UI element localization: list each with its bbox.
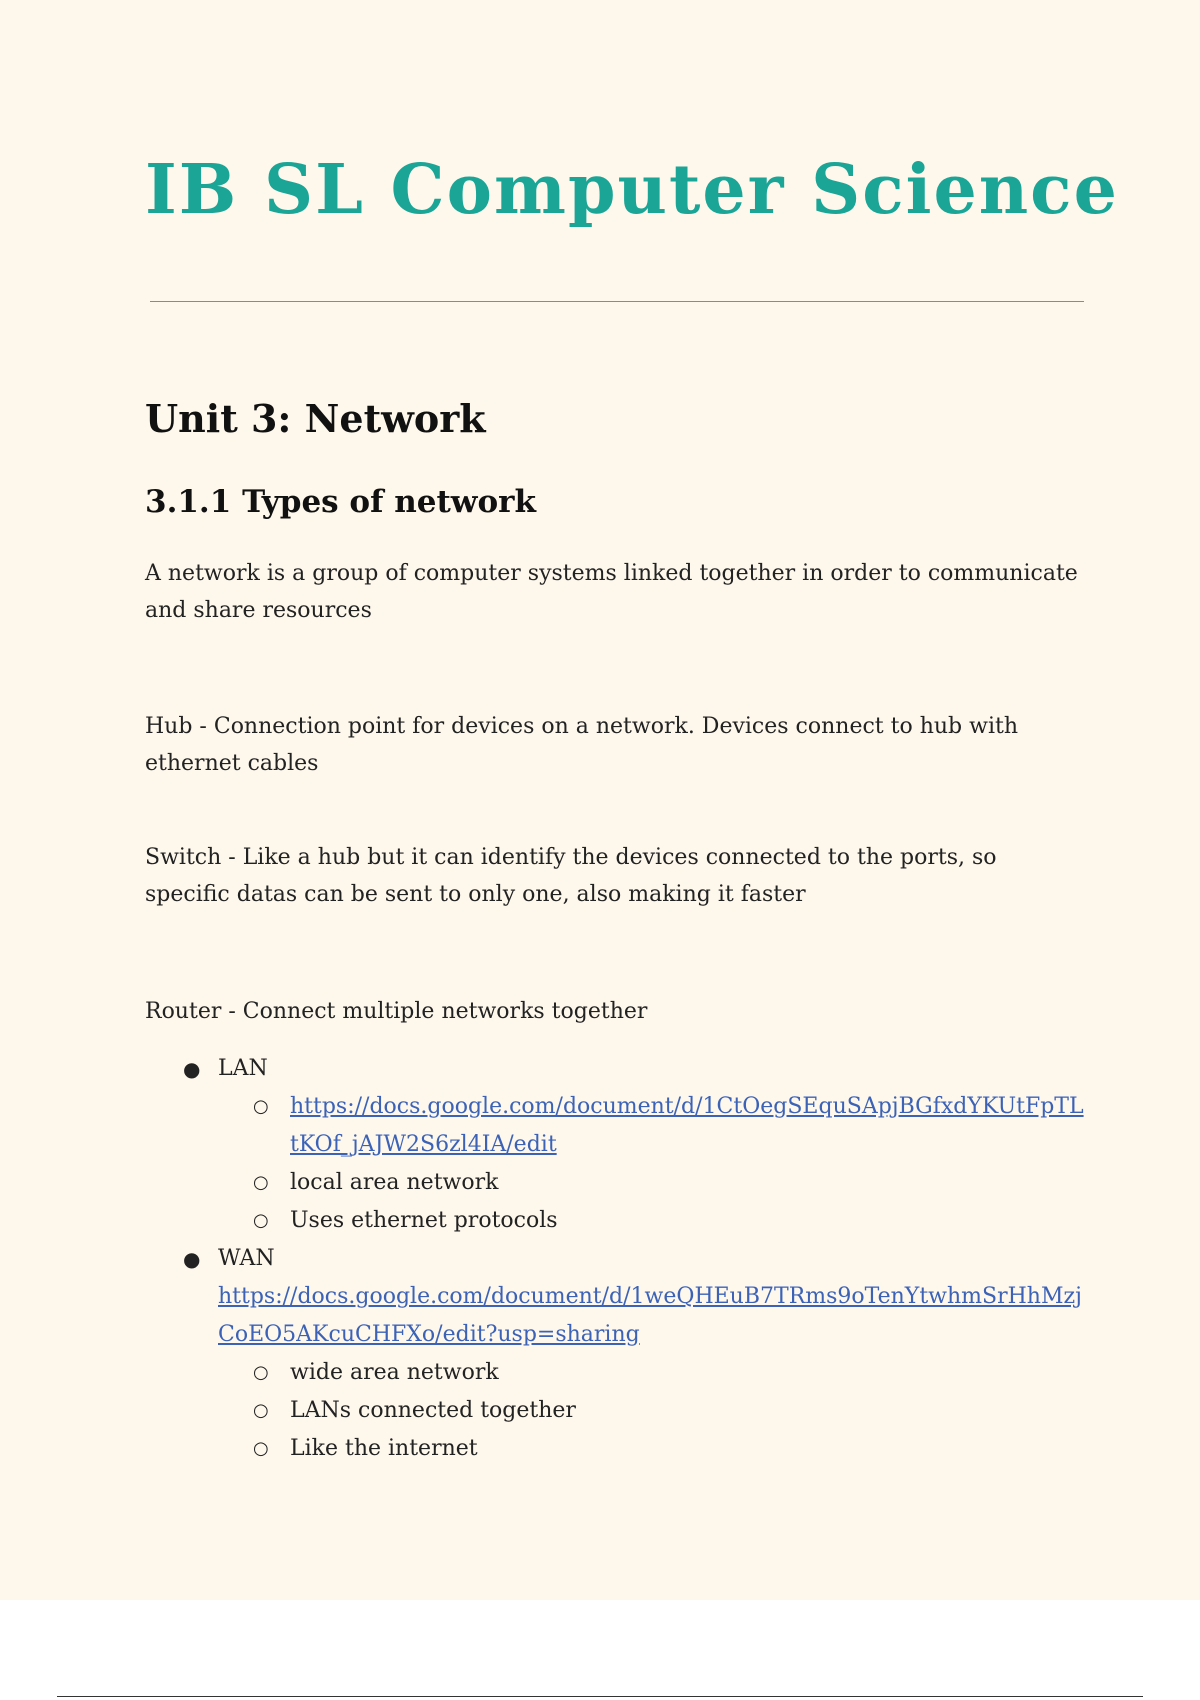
paragraph-hub: Hub - Connection point for devices on a network. Devices connect to hub with ethernet cables xyxy=(145,714,1019,776)
wan-link-line xyxy=(145,1278,1085,1354)
network-types-list xyxy=(145,1050,1085,1468)
list-item xyxy=(145,1430,1085,1468)
list-item-lan-link xyxy=(145,1088,1085,1164)
document-title: IB SL Computer Science xyxy=(145,150,1119,230)
list-item-lan xyxy=(145,1050,1085,1088)
list-item xyxy=(145,1392,1085,1430)
list-item-label: LAN xyxy=(218,1056,268,1081)
bullet-circle-icon: ○ xyxy=(253,1172,269,1193)
bullet-disc-icon: ● xyxy=(183,1247,201,1271)
unit-heading: Unit 3: Network xyxy=(145,396,486,441)
wan-document-link[interactable]: https://docs.google.com/document/d/1weQHEuB7TRms9oTenYtwhmSrHhMzjCoEO5AKcuCHFXo/edit?usp=sharing xyxy=(218,1284,1082,1347)
list-item-text: Like the internet xyxy=(290,1436,478,1461)
list-item-wan xyxy=(145,1240,1085,1278)
list-item-label: WAN xyxy=(218,1246,275,1271)
title-divider xyxy=(150,301,1084,302)
list-item-text: wide area network xyxy=(290,1360,499,1385)
page-bottom-divider xyxy=(57,1696,1143,1697)
bullet-disc-icon: ● xyxy=(183,1057,201,1081)
list-item xyxy=(145,1202,1085,1240)
bullet-circle-icon: ○ xyxy=(253,1362,269,1383)
list-item-text: Uses ethernet protocols xyxy=(290,1208,558,1233)
paragraph-router: Router - Connect multiple networks together xyxy=(145,999,648,1024)
lan-document-link[interactable]: https://docs.google.com/document/d/1CtOegSEquSApjBGfxdYKUtFpTLtKOf_jAJW2S6zl4IA/edit xyxy=(290,1094,1084,1157)
bullet-circle-icon: ○ xyxy=(253,1096,269,1117)
bullet-circle-icon: ○ xyxy=(253,1438,269,1459)
bullet-circle-icon: ○ xyxy=(253,1210,269,1231)
section-heading: 3.1.1 Types of network xyxy=(145,484,536,520)
paragraph-switch: Switch - Like a hub but it can identify the devices connected to the ports, so specific datas can be sent to only one, also making it faster xyxy=(145,845,997,907)
list-item-text: local area network xyxy=(290,1170,499,1195)
list-item-text: LANs connected together xyxy=(290,1398,576,1423)
list-item xyxy=(145,1164,1085,1202)
paragraph-network-definition: A network is a group of computer systems linked together in order to communicate and share resources xyxy=(145,561,1078,623)
bullet-circle-icon: ○ xyxy=(253,1400,269,1421)
list-item xyxy=(145,1354,1085,1392)
